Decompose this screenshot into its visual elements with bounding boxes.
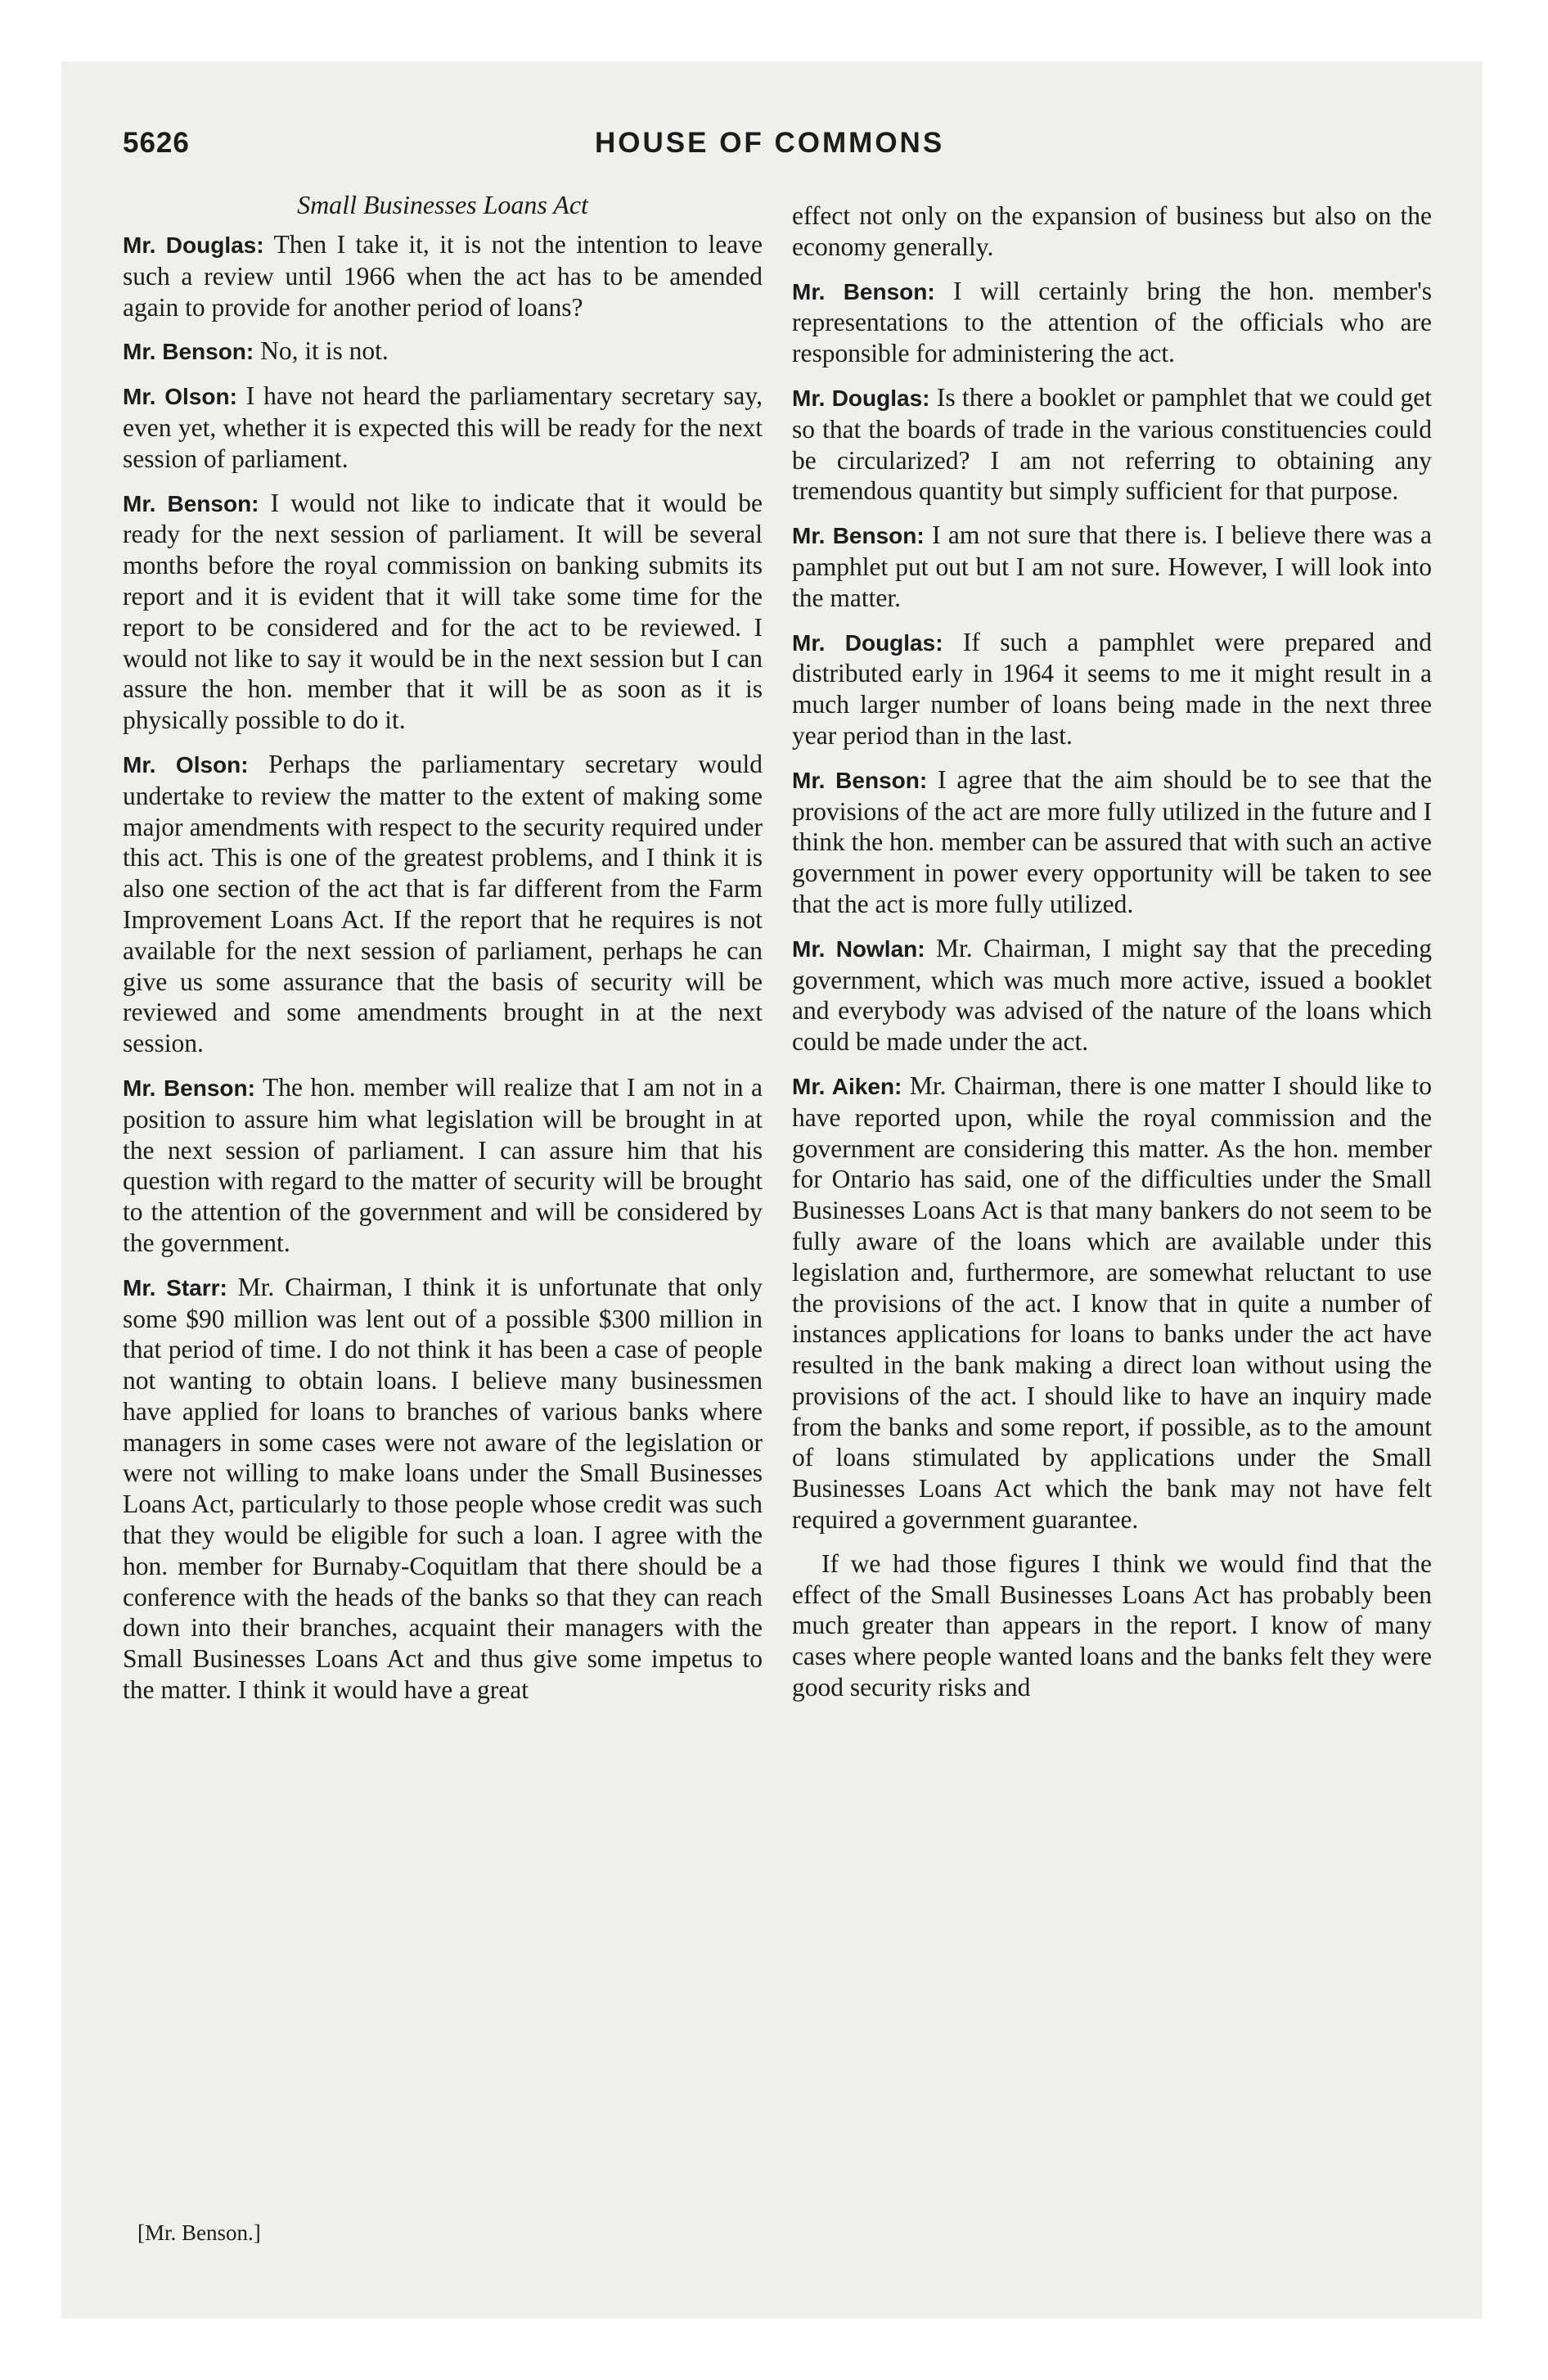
speech-paragraph (792, 1071, 1432, 1535)
speech-text: Mr. Chairman, I think it is unfortunate that only some $90 million was lent out of a possible $300 million in that period of time. I do not think it has been a case of people not wanting to obtain loans. I believe many businessmen have applied for loans to branches of various banks where managers in some cases were not aware of the legislation or were not willing to make loans under the Small Businesses Loans Act, particularly to those people whose credit was such that they would be eligible for such a loan. I agree with the hon. member for Burnaby-Coquitlam that there should be a conference with the heads of the banks so that they can reach down into their branches, acquaint their managers with the Small Businesses Loans Act and thus give some impetus to the matter. I think it would have a great (123, 1272, 763, 1705)
speaker-name: Mr. Benson: (792, 523, 925, 549)
page-title: HOUSE OF COMMONS (595, 127, 945, 159)
speech-paragraph (792, 382, 1432, 507)
speech-paragraph (123, 381, 763, 474)
speech-text: I agree that the aim should be to see that the provisions of the act are more fully utilized in the future and I think the hon. member can be assured that with such an active government in power every opportunity will be taken to see that the act is more fully utilized. (792, 764, 1433, 918)
speech-paragraph (792, 201, 1432, 263)
speech-paragraph (792, 1548, 1432, 1703)
speaker-name: Mr. Douglas: (792, 385, 930, 411)
speech-paragraph (792, 933, 1432, 1057)
speech-text: I would not like to indicate that it would be ready for the next session of parliament. It will be several months before the royal commission on banking submits its report and it is evident that it will take some time for the report to be considered and for the act to be reviewed. I would not like to say it would be in the next session but I can assure the hon. member that it will be as soon as it is physically possible to do it. (123, 488, 763, 735)
speech-text: The hon. member will realize that I am not in a position to assure him what legislation will be brought in at the next session of parliament. I can assure him that his question with regard to the matter of security will be brought to the attention of the government and will be considered by the government. (123, 1072, 763, 1257)
speaker-name: Mr. Olson: (123, 384, 237, 410)
speech-text: I am not sure that there is. I believe there was a pamphlet put out but I am not sure. However, I will look into the matter. (792, 521, 1433, 612)
speaker-name: Mr. Starr: (123, 1274, 227, 1300)
speaker-name: Mr. Douglas: (792, 629, 943, 656)
speech-paragraph (792, 520, 1432, 613)
speech-text: Mr. Chairman, I might say that the preceding government, which was much more active, issued a booklet and everybody was advised of the nature of the loans which could be made under the act. (792, 933, 1432, 1057)
speech-paragraph (792, 627, 1432, 751)
speech-text: No, it is not. (260, 336, 389, 366)
speech-text: I will certainly bring the hon. member's representations to the attention of the officials who are responsible for administering the act. (792, 276, 1433, 368)
speaker-name: Mr. Olson: (123, 751, 249, 778)
speech-paragraph (123, 229, 763, 322)
running-head: Small Businesses Loans Act (297, 190, 588, 219)
speaker-name: Mr. Aiken: (792, 1073, 902, 1099)
speaker-name: Mr. Benson: (123, 339, 254, 365)
speech-text: If we had those figures I think we would find that the effect of the Small Businesses Loans Act has probably been much greater than appears in the report. I know of many cases where people wanted loans and the banks felt they were good security risks and (792, 1548, 1432, 1702)
speech-text: If such a pamphlet were prepared and distributed early in 1964 it seems to me it might result in a much larger number of loans being made in the next three year period than in the last. (792, 627, 1433, 750)
speaker-name: Mr. Nowlan: (792, 935, 925, 962)
footer-speaker-note: [Mr. Benson.] (137, 2220, 261, 2245)
speaker-name: Mr. Benson: (123, 1075, 255, 1101)
speaker-name: Mr. Benson: (792, 767, 928, 793)
speech-paragraph (123, 336, 763, 367)
speech-text: Perhaps the parliamentary secretary would undertake to review the matter to the extent of making some major amendments with respect to the security required under this act. This is one of the greatest problems, and I think it is also one section of the act that is far different from the Farm Improvement Loans Act. If the report that he requires is not available for the next session of parliament, perhaps he can give us some assurance that the basis of security will be reviewed and some amendments brought in at the next session. (123, 749, 763, 1058)
speech-paragraph (123, 1272, 763, 1706)
speaker-name: Mr. Douglas: (123, 232, 264, 258)
speech-text: effect not only on the expansion of business but also on the economy generally. (792, 201, 1432, 261)
speaker-name: Mr. Benson: (792, 278, 935, 304)
speech-paragraph (123, 749, 763, 1059)
speech-paragraph (123, 488, 763, 736)
page-header (123, 127, 1432, 168)
speech-text: Then I take it, it is not the intention to leave such a review until 1966 when the act has to be amended again to provide for another period of loans? (123, 230, 763, 322)
speech-paragraph (123, 1072, 763, 1259)
right-column (792, 201, 1432, 1716)
left-column (123, 229, 763, 1719)
speech-paragraph (792, 764, 1432, 920)
speech-paragraph (792, 276, 1432, 369)
speech-text: Is there a booklet or pamphlet that we could get so that the boards of trade in the various constituencies could be circularized? I am not referring to obtaining any tremendous quantity but simply sufficient for that purpose. (792, 382, 1433, 506)
page-number: 5626 (123, 127, 190, 159)
speech-text: Mr. Chairman, there is one matter I should like to have reported upon, while the royal commission and the government are considering this matter. As the hon. member for Ontario has said, one of the difficulties under the Small Businesses Loans Act is that many bankers do not seem to be fully aware of the loans which are available under this legislation and, furthermore, are somewhat reluctant to use the provisions of the act. I know that in quite a number of instances applications for loans to banks under the act have resulted in the bank making a direct loan without using the provisions of the act. I should like to have an inquiry made from the banks and some report, if possible, as to the amount of loans stimulated by applications under the Small Businesses Loans Act which the bank may not have felt required a government guarantee. (792, 1071, 1432, 1535)
speech-text: I have not heard the parliamentary secretary say, even yet, whether it is expected this will be ready for the next session of parliament. (123, 381, 763, 473)
speaker-name: Mr. Benson: (123, 490, 259, 516)
